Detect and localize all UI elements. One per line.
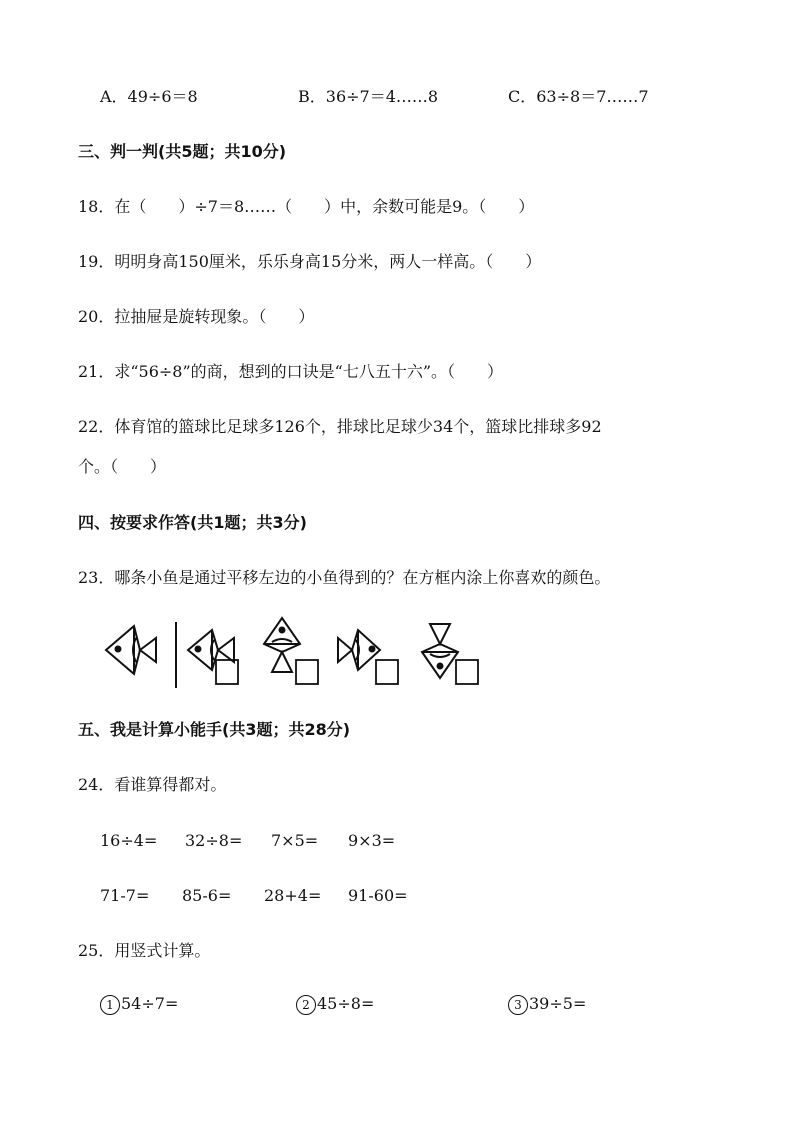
fish-option-3-icon — [338, 630, 380, 670]
number-circle-1: 1 — [100, 995, 120, 1015]
calc-1-1: 16÷4= — [100, 831, 158, 850]
question-23: 23．哪条小鱼是通过平移左边的小鱼得到的？在方框内涂上你喜欢的颜色。 — [78, 568, 611, 587]
question-22-line-1: 22．体育馆的篮球比足球多126个，排球比足球少34个，篮球比排球多92 — [78, 417, 602, 436]
question-19: 19．明明身高150厘米，乐乐身高15分米，两人一样高。（ ） — [78, 252, 542, 271]
option-b: B．36÷7＝4……8 — [298, 87, 439, 106]
number-circle-2: 2 — [296, 995, 316, 1015]
section-4-heading: 四、按要求作答(共1题；共3分) — [78, 513, 307, 532]
vertical-calc-3-expr: 39÷5= — [529, 994, 587, 1013]
question-21: 21．求“56÷8”的商，想到的口诀是“七八五十六”。（ ） — [78, 362, 504, 381]
section-3-heading: 三、判一判(共5题；共10分) — [78, 142, 287, 161]
calc-1-4: 9×3= — [348, 831, 396, 850]
question-22-line-2: 个。（ ） — [78, 457, 167, 476]
vertical-calc-1 — [100, 993, 178, 1015]
answer-box-2[interactable] — [296, 660, 318, 684]
original-fish-icon — [106, 626, 156, 674]
section-5-heading: 五、我是计算小能手(共3题；共28分) — [78, 720, 351, 739]
calc-2-2: 85-6= — [182, 886, 232, 905]
vertical-calc-3 — [508, 993, 586, 1015]
answer-box-3[interactable] — [376, 660, 398, 684]
calc-2-4: 91-60= — [348, 886, 408, 905]
number-circle-3: 3 — [508, 995, 528, 1015]
calc-1-2: 32÷8= — [185, 831, 243, 850]
calc-2-3: 28+4= — [264, 886, 322, 905]
answer-box-4[interactable] — [456, 660, 478, 684]
option-a: A．49÷6＝8 — [100, 87, 198, 106]
calc-1-3: 7×5= — [271, 831, 319, 850]
option-c: C．63÷8＝7……7 — [508, 87, 649, 106]
calc-2-1: 71-7= — [100, 886, 150, 905]
question-18: 18．在（ ）÷7＝8……（ ）中，余数可能是9。（ ） — [78, 197, 535, 216]
vertical-calc-2 — [296, 993, 374, 1015]
question-24: 24．看谁算得都对。 — [78, 775, 227, 794]
fish-figure — [100, 612, 490, 692]
fish-option-1-icon — [188, 630, 234, 670]
question-25: 25．用竖式计算。 — [78, 941, 211, 960]
vertical-calc-2-expr: 45÷8= — [317, 994, 375, 1013]
vertical-calc-1-expr: 54÷7= — [121, 994, 179, 1013]
fish-option-2-icon — [264, 618, 300, 672]
question-20: 20．拉抽屉是旋转现象。（ ） — [78, 307, 315, 326]
fish-option-4-icon — [422, 624, 458, 678]
